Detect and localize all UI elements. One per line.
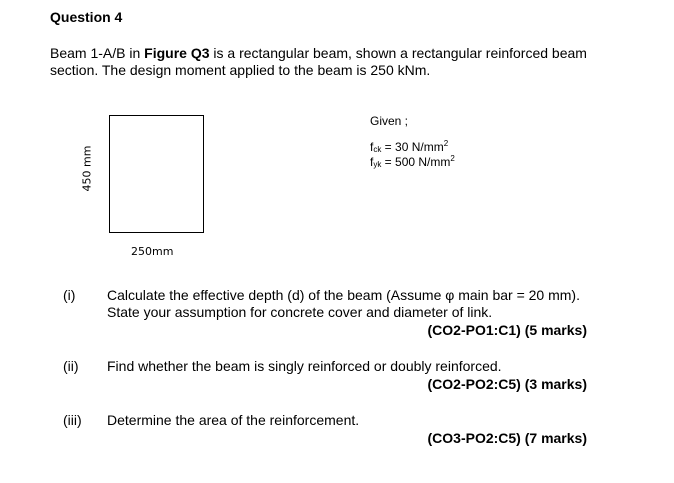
fck-value: = 30 N/mm <box>381 140 444 154</box>
fyk-superscript: 2 <box>450 154 455 163</box>
fck-property <box>370 139 448 154</box>
beam-height-label: 450 mm <box>80 145 94 192</box>
fyk-property <box>370 154 455 169</box>
question-number: (ii) <box>63 358 79 374</box>
fck-superscript: 2 <box>443 139 449 148</box>
question-marks: (CO2-PO2:C5) (3 marks) <box>427 376 587 392</box>
fyk-subscript: yk <box>373 160 382 169</box>
beam-section-rectangle <box>109 115 204 233</box>
question-marks: (CO2-PO1:C1) (5 marks) <box>427 322 587 338</box>
question-marks: (CO3-PO2:C5) (7 marks) <box>427 430 587 446</box>
question-intro <box>50 45 610 79</box>
fck-symbol: f <box>370 140 374 154</box>
question-number: (i) <box>63 287 76 303</box>
fyk-symbol: f <box>370 155 374 169</box>
figure-reference: Figure Q3 <box>144 45 210 61</box>
intro-text-before: Beam 1-A/B in <box>50 45 145 61</box>
fck-subscript: ck <box>373 145 382 154</box>
question-text: Find whether the beam is singly reinforced or doubly reinforced. <box>107 358 502 374</box>
fyk-value: = 500 N/mm <box>381 155 451 169</box>
question-text: Calculate the effective depth (d) of the beam (Assume φ main bar = 20 mm). State your assumption for concrete cover and diameter of link. <box>107 287 580 320</box>
question-number: (iii) <box>63 412 82 428</box>
question-text: Determine the area of the reinforcement. <box>107 412 360 428</box>
intro-text-after: is a rectangular beam, shown a rectangular reinforced beam section. The design moment applied to the beam is 250 kNm. <box>50 45 587 78</box>
beam-width-label: 250mm <box>131 245 174 258</box>
question-title: Question 4 <box>50 9 123 25</box>
given-heading: Given ; <box>370 114 409 128</box>
